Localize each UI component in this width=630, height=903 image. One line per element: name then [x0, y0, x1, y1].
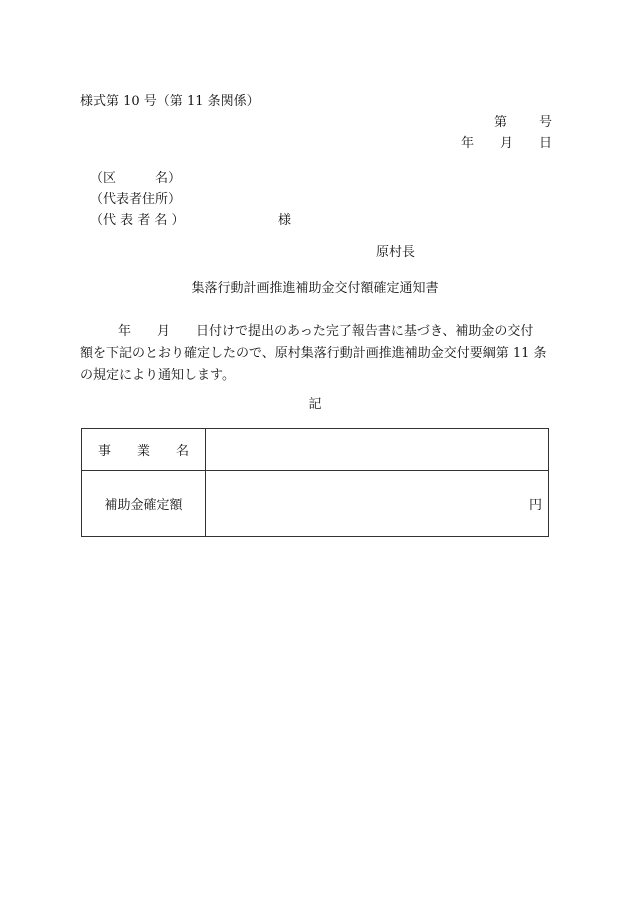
ki-heading: 記	[308, 397, 322, 412]
issue-number-prefix: 第	[493, 115, 507, 130]
sender: 原村長	[376, 245, 416, 260]
body-line-1	[80, 321, 556, 343]
recipient-district-label: （区 名）	[90, 171, 182, 186]
amount-unit: 円	[528, 498, 542, 513]
recipient-honorific: 様	[278, 213, 292, 228]
project-name-value[interactable]	[206, 429, 549, 471]
document-title: 集落行動計画推進補助金交付額確定通知書	[191, 281, 439, 296]
recipient-rep-name-label: （代 表 者 名 ）	[90, 213, 185, 228]
issue-number	[494, 115, 552, 131]
issue-number-suffix: 号	[538, 115, 552, 130]
body-text	[80, 321, 556, 387]
recipient-rep-address-label: （代表者住所）	[90, 192, 182, 207]
detail-table	[81, 428, 549, 537]
amount-label: 補助金確定額	[82, 471, 206, 537]
issue-date	[461, 136, 552, 152]
table-row	[82, 471, 549, 537]
body-line-1-rest: 日付けで提出のあった完了報告書に基づき、補助金の交付	[196, 324, 534, 339]
body-line-2: 額を下記のとおり確定したので、原村集落行動計画推進補助金交付要綱第 11 条	[80, 346, 547, 361]
body-year: 年	[118, 324, 132, 339]
issue-date-year: 年	[460, 136, 474, 151]
form-number: 様式第 10 号（第 11 条関係）	[80, 94, 260, 109]
project-name-label: 事 業 名	[82, 429, 206, 471]
body-line-3: の規定により通知します。	[80, 368, 235, 383]
table-row	[82, 429, 549, 471]
issue-date-day: 日	[538, 136, 552, 151]
amount-value[interactable]	[206, 471, 549, 537]
issue-date-month: 月	[499, 136, 513, 151]
body-month: 月	[157, 324, 171, 339]
